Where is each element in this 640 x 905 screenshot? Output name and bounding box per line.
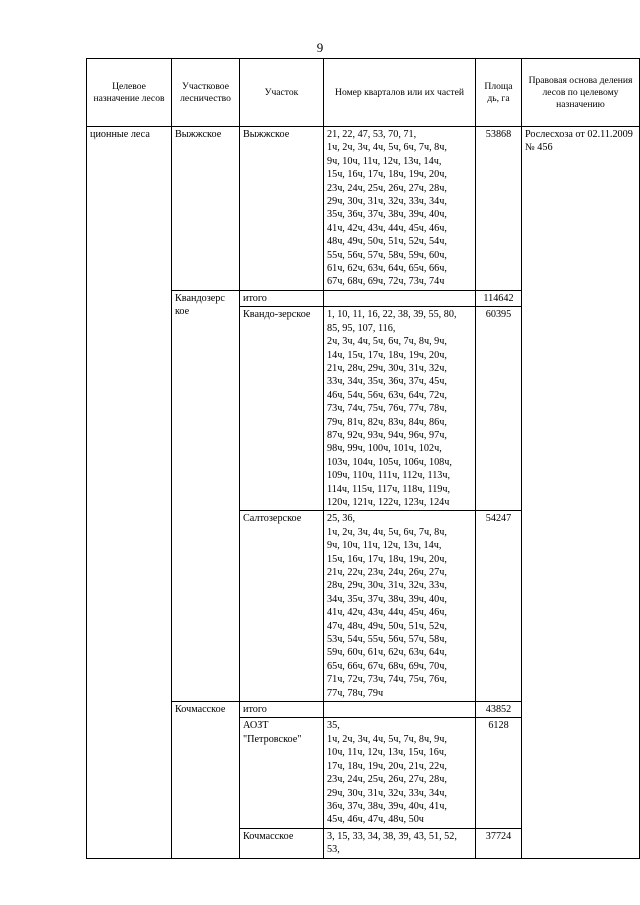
header-area: Площа дь, га: [476, 59, 522, 127]
area-cell: 60395: [476, 307, 522, 511]
total-label-cell: итого: [240, 702, 324, 718]
area-cell: 54247: [476, 511, 522, 702]
area-cell: 6128: [476, 718, 522, 828]
area-cell: 53868: [476, 127, 522, 291]
quarters-cell: 21, 22, 47, 53, 70, 71, 1ч, 2ч, 3ч, 4ч, 5ч, 6ч, 7ч, 8ч, 9ч, 10ч, 11ч, 12ч, 13ч, 14ч, 15ч, 16ч, 17ч, 18ч, 19ч, 20ч, 23ч, 24ч, 25ч, 26ч, 27ч, 28ч, 29ч, 30ч, 31ч, 32ч, 33ч, 34ч, 35ч, 36ч, 37ч, 38ч, 39ч, 40ч, 41ч, 42ч, 43ч, 44ч, 45ч, 46ч, 48ч, 49ч, 50ч, 51ч, 52ч, 54ч, 55ч, 56ч, 57ч, 58ч, 59ч, 60ч, 61ч, 62ч, 63ч, 64ч, 65ч, 66ч, 67ч, 68ч, 69ч, 72ч, 73ч, 74ч: [324, 127, 476, 291]
quarters-cell: [324, 290, 476, 306]
quarters-cell: 35, 1ч, 2ч, 3ч, 4ч, 5ч, 7ч, 8ч, 9ч, 10ч, 11ч, 12ч, 13ч, 15ч, 16ч, 17ч, 18ч, 19ч, 20ч, 21ч, 22ч, 23ч, 24ч, 25ч, 26ч, 27ч, 28ч, 29ч, 30ч, 31ч, 32ч, 33ч, 34ч, 36ч, 37ч, 38ч, 39ч, 40ч, 41ч, 45ч, 46ч, 47ч, 48ч, 50ч: [324, 718, 476, 828]
table-row: [87, 127, 640, 291]
plot-cell: Выжжское: [240, 127, 324, 291]
header-purpose: Целевое назначение лесов: [87, 59, 172, 127]
header-row: [87, 59, 640, 127]
forestry-cell: Квандозерс кое: [172, 290, 240, 701]
quarters-cell: [324, 702, 476, 718]
header-legal: Правовая основа деления лесов по целевому назначению: [522, 59, 640, 127]
total-label-cell: итого: [240, 290, 324, 306]
header-forestry: Участковое лесничество: [172, 59, 240, 127]
quarters-cell: 1, 10, 11, 16, 22, 38, 39, 55, 80, 85, 95, 107, 116, 2ч, 3ч, 4ч, 5ч, 6ч, 7ч, 8ч, 9ч, 14ч, 15ч, 17ч, 18ч, 19ч, 20ч, 21ч, 28ч, 29ч, 30ч, 31ч, 32ч, 33ч, 34ч, 35ч, 36ч, 37ч, 45ч, 46ч, 54ч, 56ч, 63ч, 64ч, 72ч, 73ч, 74ч, 75ч, 76ч, 77ч, 78ч, 79ч, 81ч, 82ч, 83ч, 84ч, 86ч, 87ч, 92ч, 93ч, 94ч, 96ч, 97ч, 98ч, 99ч, 100ч, 101ч, 102ч, 103ч, 104ч, 105ч, 106ч, 108ч, 109ч, 110ч, 111ч, 112ч, 113ч, 114ч, 115ч, 117ч, 118ч, 119ч, 120ч, 121ч, 122ч, 123ч, 124ч: [324, 307, 476, 511]
plot-cell: Кочмасское: [240, 828, 324, 858]
plot-cell: АОЗТ "Петровское": [240, 718, 324, 828]
header-plot: Участок: [240, 59, 324, 127]
forestry-cell: Выжжское: [172, 127, 240, 291]
legal-basis-cell: Рослесхоза от 02.11.2009 № 456: [522, 127, 640, 859]
page-number: 9: [316, 40, 324, 55]
quarters-cell: 3, 15, 33, 34, 38, 39, 43, 51, 52, 53,: [324, 828, 476, 858]
plot-cell: Квандо-зерское: [240, 307, 324, 511]
quarters-cell: 25, 36, 1ч, 2ч, 3ч, 4ч, 5ч, 6ч, 7ч, 8ч, 9ч, 10ч, 11ч, 12ч, 13ч, 14ч, 15ч, 16ч, 17ч, 18ч, 19ч, 20ч, 21ч, 22ч, 23ч, 24ч, 26ч, 27ч, 28ч, 29ч, 30ч, 31ч, 32ч, 33ч, 34ч, 35ч, 37ч, 38ч, 39ч, 40ч, 41ч, 42ч, 43ч, 44ч, 45ч, 46ч, 47ч, 48ч, 49ч, 50ч, 51ч, 52ч, 53ч, 54ч, 55ч, 56ч, 57ч, 58ч, 59ч, 60ч, 61ч, 62ч, 63ч, 64ч, 65ч, 66ч, 67ч, 68ч, 69ч, 70ч, 71ч, 72ч, 73ч, 74ч, 75ч, 76ч, 77ч, 78ч, 79ч: [324, 511, 476, 702]
header-quarters: Номер кварталов или их частей: [324, 59, 476, 127]
forest-purpose-table: [86, 58, 640, 859]
purpose-cell: ционные леса: [87, 127, 172, 859]
forestry-cell: Кочмасское: [172, 702, 240, 858]
total-area-cell: 114642: [476, 290, 522, 306]
total-area-cell: 43852: [476, 702, 522, 718]
area-cell: 37724: [476, 828, 522, 858]
plot-cell: Салтозерское: [240, 511, 324, 702]
